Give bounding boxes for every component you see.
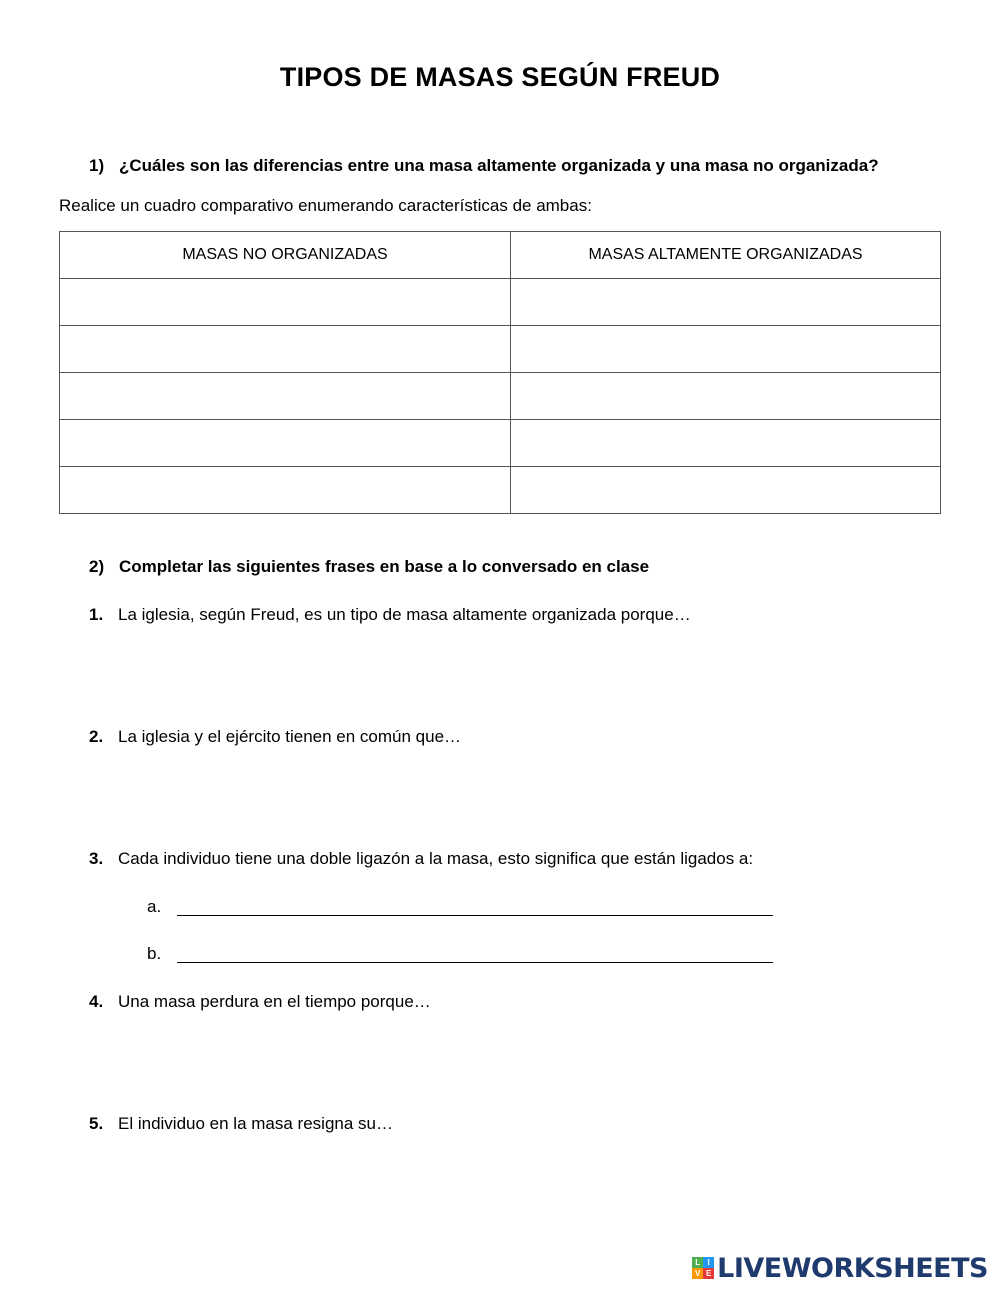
liveworksheets-logo[interactable]: [692, 1253, 988, 1283]
logo-letter: L: [692, 1257, 703, 1268]
table-header-row: [60, 232, 941, 279]
item-number: 5.: [89, 1114, 104, 1133]
header-masas-no-organizadas: MASAS NO ORGANIZADAS: [60, 232, 511, 279]
subitem-label: b.: [147, 944, 162, 963]
table-cell[interactable]: [60, 279, 511, 326]
table-cell[interactable]: [511, 420, 941, 467]
answer-blank[interactable]: [177, 962, 773, 963]
table-cell[interactable]: [511, 279, 941, 326]
table-cell[interactable]: [511, 373, 941, 420]
question-2-number: 2): [89, 557, 105, 576]
table-cell[interactable]: [511, 326, 941, 373]
table-row: [60, 326, 941, 373]
logo-mark-icon: [692, 1257, 714, 1279]
header-masas-altamente-organizadas: MASAS ALTAMENTE ORGANIZADAS: [511, 232, 941, 279]
question-1: [89, 156, 879, 176]
item-text: El individuo en la masa resigna su…: [118, 1114, 393, 1133]
item-number: 2.: [89, 727, 104, 746]
question-1-text: ¿Cuáles son las diferencias entre una masa altamente organizada y una masa no organizada?: [119, 156, 879, 175]
item-number: 4.: [89, 992, 104, 1011]
subitem-label: a.: [147, 897, 162, 916]
item-text: Cada individuo tiene una doble ligazón a la masa, esto significa que están ligados a:: [118, 849, 754, 868]
logo-letter: V: [692, 1268, 703, 1279]
comparison-table: [59, 231, 941, 514]
table-row: [60, 279, 941, 326]
item-number: 3.: [89, 849, 104, 868]
table-cell[interactable]: [60, 373, 511, 420]
table-row: [60, 467, 941, 514]
question-1-number: 1): [89, 156, 105, 175]
table-cell[interactable]: [60, 467, 511, 514]
question-2: [89, 557, 649, 577]
item-text: La iglesia y el ejército tienen en común que…: [118, 727, 462, 746]
question-2-text: Completar las siguientes frases en base a lo conversado en clase: [119, 557, 650, 576]
table-row: [60, 420, 941, 467]
table-row: [60, 373, 941, 420]
answer-blank[interactable]: [177, 915, 773, 916]
table-cell[interactable]: [511, 467, 941, 514]
table-cell[interactable]: [60, 326, 511, 373]
item-text: Una masa perdura en el tiempo porque…: [118, 992, 431, 1011]
logo-text: LIVEWORKSHEETS: [717, 1252, 988, 1284]
table-cell[interactable]: [60, 420, 511, 467]
item-number: 1.: [89, 605, 104, 624]
question-1-instruction: Realice un cuadro comparativo enumerando características de ambas:: [59, 196, 592, 215]
page-title: TIPOS DE MASAS SEGÚN FREUD: [279, 62, 721, 92]
logo-letter: E: [703, 1268, 714, 1279]
item-text: La iglesia, según Freud, es un tipo de masa altamente organizada porque…: [118, 605, 691, 624]
logo-letter: I: [703, 1257, 714, 1268]
